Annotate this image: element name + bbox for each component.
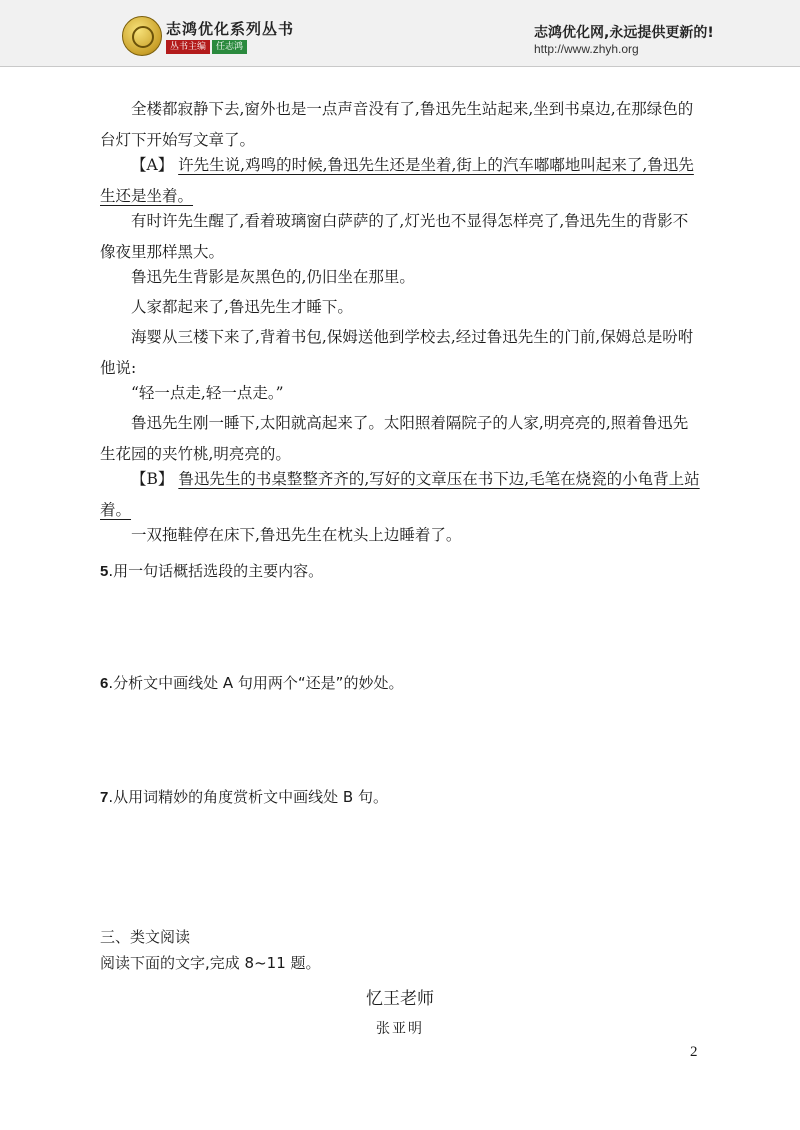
editor-name: 任志鸿 bbox=[212, 40, 247, 54]
passage-paragraph-3: 有时许先生醒了,看着玻璃窗白萨萨的了,灯光也不显得怎样亮了,鲁迅先生的背影不像夜里那样黑大。 bbox=[100, 212, 689, 261]
question-number: 7 bbox=[100, 789, 109, 806]
question-number: 6 bbox=[100, 675, 109, 692]
question-5 bbox=[100, 560, 323, 581]
marker-a: 【A】 bbox=[131, 156, 174, 174]
editor-label: 丛书主编 bbox=[166, 40, 210, 54]
marker-b: 【B】 bbox=[131, 470, 174, 488]
passage-paragraph-8: 鲁迅先生刚一睡下,太阳就高起来了。太阳照着隔院子的人家,明亮亮的,照着鲁迅先生花园的夹竹桃,明亮亮的。 bbox=[100, 414, 689, 463]
section-heading: 三、类文阅读 bbox=[100, 928, 191, 946]
publisher-seal-icon bbox=[122, 16, 162, 56]
page-number: 2 bbox=[690, 1044, 698, 1060]
series-title: 志鸿优化系列丛书 bbox=[166, 20, 295, 38]
passage-paragraph-1: 全楼都寂静下去,窗外也是一点声音没有了,鲁迅先生站起来,坐到书桌边,在那绿色的台灯下开始写文章了。 bbox=[100, 100, 694, 149]
question-7 bbox=[100, 786, 388, 807]
passage-paragraph-7: “轻一点走,轻一点走。” bbox=[131, 384, 284, 402]
passage-paragraph-6: 海婴从三楼下来了,背着书包,保姆送他到学校去,经过鲁迅先生的门前,保姆总是吩咐他说: bbox=[100, 328, 694, 377]
question-6 bbox=[100, 672, 403, 693]
editor-credit bbox=[166, 40, 247, 54]
passage-paragraph-b bbox=[100, 464, 700, 526]
header-slogan: 志鸿优化网,永远提供更新的! bbox=[534, 25, 714, 41]
section-instruction: 阅读下面的文字,完成 8~11 题。 bbox=[100, 954, 321, 972]
article-author: 张亚明 bbox=[376, 1021, 424, 1037]
article-title: 忆王老师 bbox=[366, 989, 434, 1009]
question-text: .用一句话概括选段的主要内容。 bbox=[108, 562, 324, 580]
question-number: 5 bbox=[100, 563, 109, 580]
question-text: .分析文中画线处 A 句用两个“还是”的妙处。 bbox=[108, 674, 404, 692]
question-text: .从用词精妙的角度赏析文中画线处 B 句。 bbox=[108, 788, 388, 806]
passage-paragraph-5: 人家都起来了,鲁迅先生才睡下。 bbox=[131, 298, 353, 316]
passage-paragraph-4: 鲁迅先生背影是灰黑色的,仍旧坐在那里。 bbox=[131, 268, 415, 286]
page-header bbox=[0, 0, 800, 67]
passage-paragraph-a bbox=[100, 150, 700, 212]
header-url: http://www.zhyh.org bbox=[534, 42, 639, 56]
underlined-sentence-a: 许先生说,鸡鸣的时候,鲁迅先生还是坐着,街上的汽车嘟嘟地叫起来了,鲁迅先生还是坐着。 bbox=[100, 156, 694, 205]
underlined-sentence-b: 鲁迅先生的书桌整整齐齐的,写好的文章压在书下边,毛笔在烧瓷的小龟背上站着。 bbox=[100, 470, 700, 519]
passage-paragraph-10: 一双拖鞋停在床下,鲁迅先生在枕头上边睡着了。 bbox=[131, 526, 462, 544]
